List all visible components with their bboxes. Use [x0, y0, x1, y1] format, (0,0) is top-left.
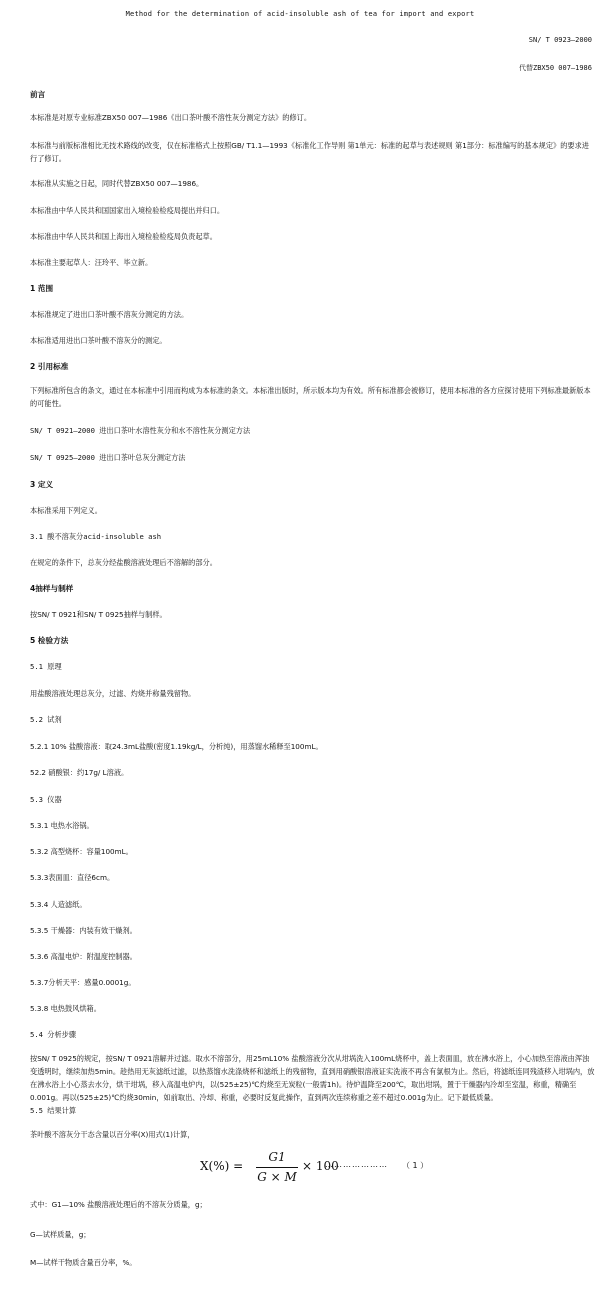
paragraph: 下列标准所包含的条文，通过在本标准中引用而构成为本标准的条文。本标准出版时，所示版本均为有效。所有标准都会被修订，使用本标准的各方应探讨使用下列标准最新版本的可能性。	[30, 386, 591, 408]
section-heading: 5 检验方法	[30, 636, 69, 645]
paragraph: 本标准主要起草人：汪玲平、毕立新。	[30, 258, 153, 267]
standard-number: SN/ T 0923—2000	[528, 36, 592, 44]
formula-numerator: G1	[268, 1150, 286, 1164]
document-title: Method for the determination of acid-insoluble ash of tea for import and export	[125, 10, 475, 18]
formula-rhs: × 100	[302, 1159, 339, 1173]
paragraph: 本标准由中华人民共和国国家出入境检验检疫局提出并归口。	[30, 206, 225, 215]
paragraph: 本标准与前版标准相比无技术路线的改变，仅在标准格式上按照GB/ T1.1—1993《标准化工作导则 第1单元：标准的起草与表述规则 第1部分：标准编写的基本规定》的要求进行了修订。	[30, 141, 589, 163]
paragraph: 本标准规定了进出口茶叶酸不溶灰分测定的方法。	[30, 310, 189, 319]
formula-lhs: X(%) =	[200, 1159, 244, 1173]
definition-term: 3.1 酸不溶灰分acid-insoluble ash	[30, 532, 162, 541]
paragraph: 52.2 硝酸银：约17g/ L溶液。	[30, 768, 129, 777]
paragraph: 式中：G1—10% 盐酸溶液处理后的不溶灰分质量，g；	[30, 1200, 207, 1209]
subsection-heading: 5.1 原理	[30, 662, 62, 671]
subsection-heading: 5.2 试剂	[30, 715, 62, 724]
paragraph: 本标准适用进出口茶叶酸不溶灰分的测定。	[30, 336, 167, 345]
formula-denominator: G × M	[257, 1170, 297, 1184]
subsection-heading: 5.5 结果计算	[30, 1106, 77, 1115]
paragraph: 用盐酸溶液处理总灰分，过滤、灼烧并称量残留物。	[30, 689, 196, 698]
section-heading: 3 定义	[30, 480, 54, 489]
section-heading: 2 引用标准	[30, 362, 69, 371]
replaces-note: 代替ZBX50 007—1986	[518, 64, 592, 72]
paragraph: M—试样干物质含量百分率，%。	[30, 1258, 137, 1267]
reference-item: SN/ T 0921—2000 进出口茶叶水溶性灰分和水不溶性灰分测定方法	[30, 426, 251, 435]
subsection-heading: 5.3 仪器	[30, 795, 62, 804]
section-heading: 4抽样与制样	[30, 584, 74, 593]
paragraph: 本标准采用下列定义。	[30, 506, 102, 515]
leader-dots: …………………	[325, 1160, 388, 1169]
paragraph: 5.3.1 电热水浴锅。	[30, 821, 94, 830]
equation-number: （ 1 ）	[402, 1161, 429, 1170]
fraction-bar	[256, 1167, 298, 1168]
paragraph: 茶叶酸不溶灰分干态含量以百分率(X)用式(1)计算，	[30, 1130, 195, 1139]
foreword-heading: 前言	[30, 90, 46, 99]
paragraph: 5.3.5 干燥器：内装有效干燥剂。	[30, 926, 137, 935]
reference-item: SN/ T 0925—2000 进出口茶叶总灰分测定方法	[30, 453, 186, 462]
paragraph: 按SN/ T 0921和SN/ T 0925抽样与制样。	[30, 610, 167, 619]
paragraph: 本标准从实施之日起，同时代替ZBX50 007—1986。	[30, 179, 204, 188]
paragraph: 5.3.8 电热鼓风烘箱。	[30, 1004, 101, 1013]
paragraph: 按SN/ T 0925的规定，按SN/ T 0921溶解并过滤。取水不溶部分，用25mL10% 盐酸溶液分次从坩埚洗入100mL烧杯中，盖上表面皿，放在沸水浴上，小心加热至溶液由浑浊变透明时，继续加热5min。趁热用无灰滤纸过滤，以热蒸馏水洗涤烧杯和滤纸上的残留物，直到用硝酸银溶液证实洗液不再含有氯根为止。然后，将滤纸连同残渣移入坩埚内，放在沸水浴上小心蒸去水分，烘干坩埚，移入高温电炉内，以(525±25)℃灼烧至无炭粒(一般需1h)。待炉温降至200℃，取出坩埚，置于干燥器内冷却至室温，称重，精确至0.001g。再以(525±25)℃灼烧30min，如前取出、冷却、称重，必要时反复此操作，直到两次连续称重之差不超过0.001g为止。记下最低质量。	[30, 1054, 595, 1102]
paragraph: 5.3.4 人造滤纸。	[30, 900, 87, 909]
paragraph: 5.2.1 10% 盐酸溶液：取24.3mL盐酸(密度1.19kg/L，分析纯)，用蒸馏水稀释至100mL。	[30, 742, 323, 751]
subsection-heading: 5.4 分析步骤	[30, 1030, 77, 1039]
paragraph: 5.3.6 高温电炉：附温度控制器。	[30, 952, 137, 961]
paragraph: 本标准由中华人民共和国上海出入境检验检疫局负责起草。	[30, 232, 217, 241]
section-heading: 1 范围	[30, 284, 54, 293]
paragraph: 5.3.3表面皿：直径6cm。	[30, 873, 115, 882]
paragraph: 本标准是对原专业标准ZBX50 007—1986《出口茶叶酸不溶性灰分测定方法》的修订。	[30, 113, 312, 122]
paragraph: 在规定的条件下，总灰分经盐酸溶液处理后不溶解的部分。	[30, 558, 217, 567]
paragraph: 5.3.7分析天平：感量0.0001g。	[30, 978, 136, 987]
paragraph: G—试样质量，g；	[30, 1230, 91, 1239]
formula-1	[200, 1148, 430, 1188]
paragraph: 5.3.2 高型烧杯：容量100mL。	[30, 847, 133, 856]
